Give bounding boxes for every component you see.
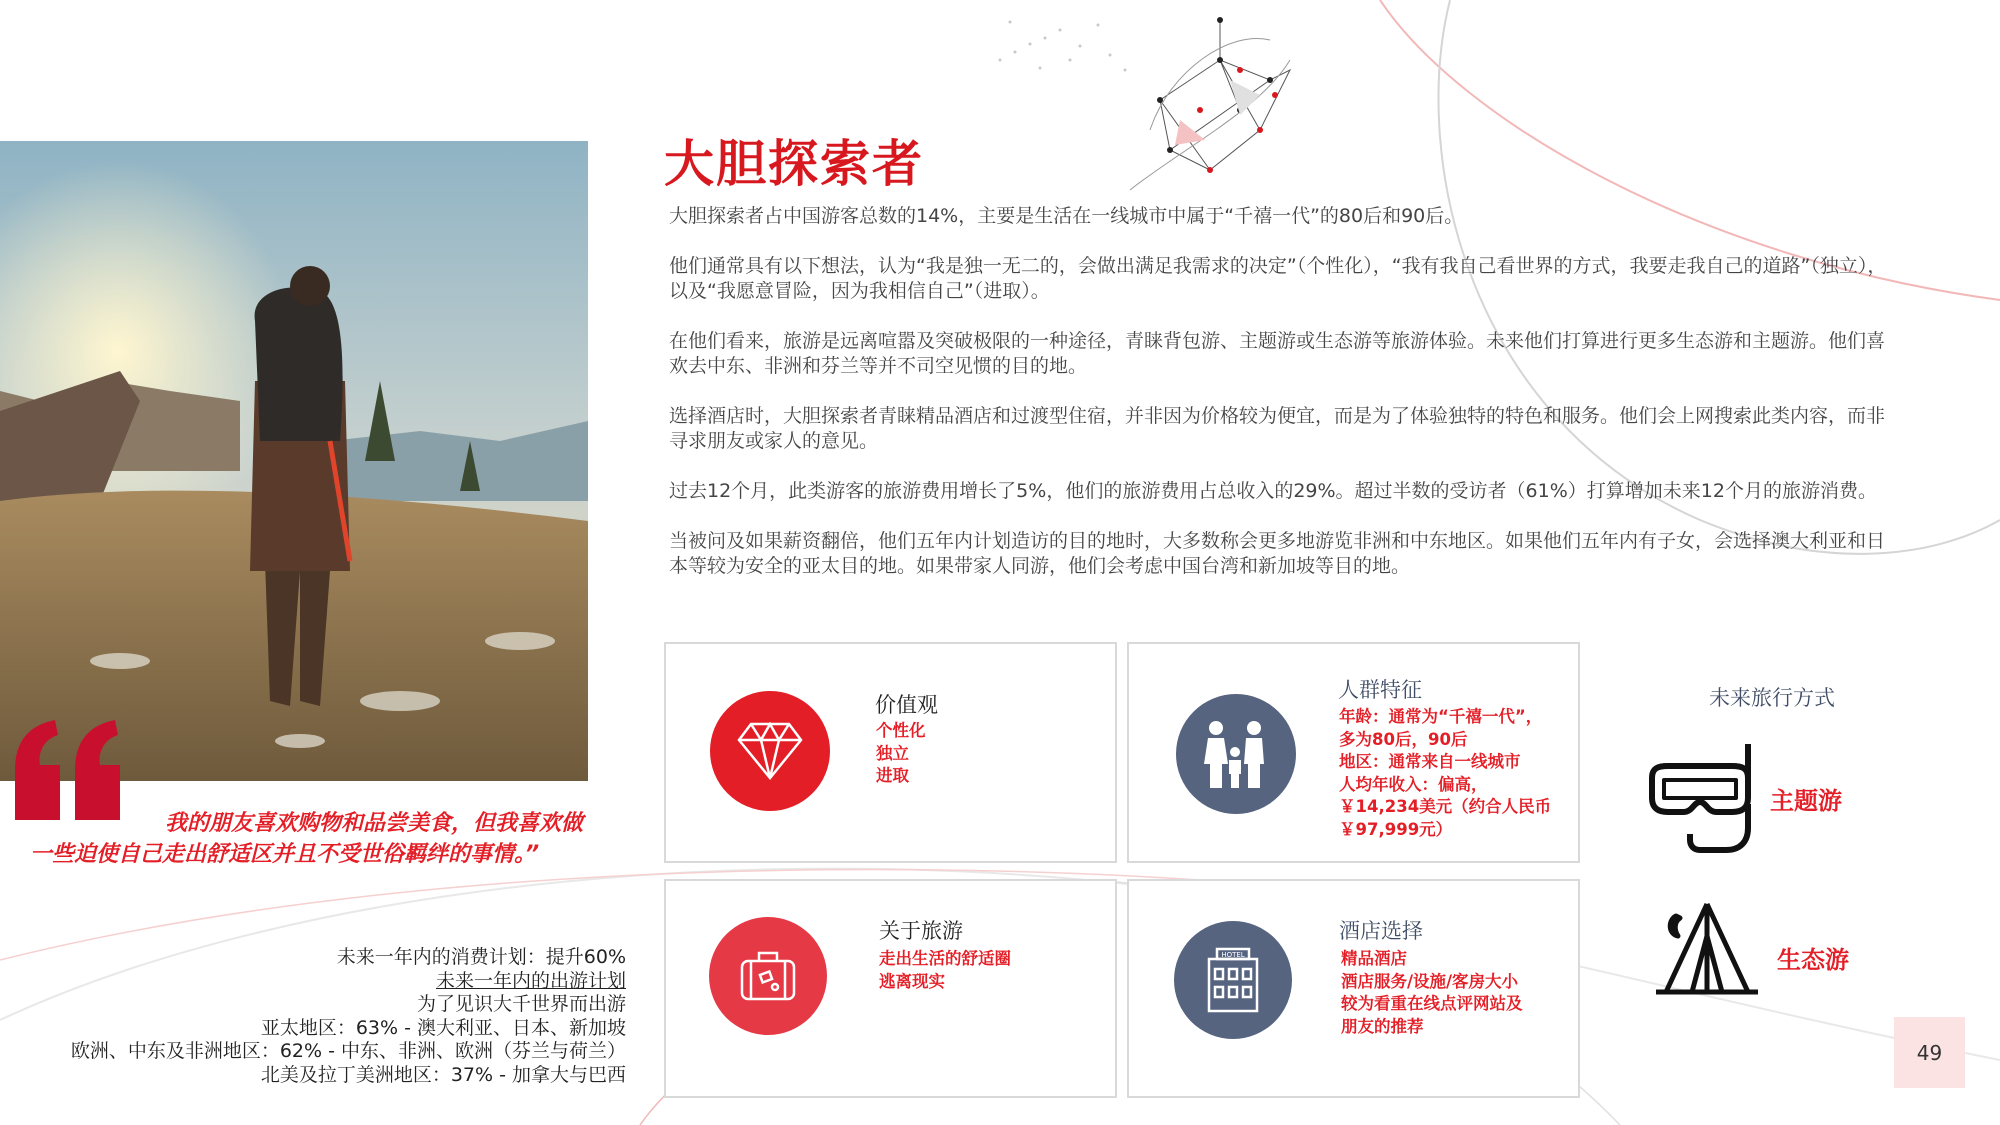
travel-plans-summary — [71, 946, 626, 1087]
hotel-card — [1127, 879, 1580, 1098]
demographics-item: 人均年收入：偏高， — [1339, 774, 1488, 794]
paragraph: 在他们看来，旅游是远离喧嚣及突破极限的一种途径，青睐背包游、主题游或生态游等旅游体验。未来他们打算进行更多生态游和主题游。他们喜欢去中东、非洲和芬兰等并不司空见惯的目的地。 — [669, 330, 1886, 377]
values-card — [664, 642, 1117, 863]
hotel-item: 较为看重在线点评网站及 — [1341, 994, 1523, 1013]
tent-icon — [1652, 896, 1762, 998]
demographics-item: ￥14,234美元（约合人民币 — [1339, 797, 1552, 816]
future-travel-title: 未来旅行方式 — [1709, 686, 1835, 710]
suitcase-icon — [709, 917, 827, 1035]
hotel-item: 精品酒店 — [1341, 949, 1407, 968]
values-item: 个性化 — [876, 721, 926, 740]
travel-item: 逃离现实 — [879, 971, 945, 991]
demographics-title: 人群特征 — [1338, 678, 1422, 702]
hotel-item: 朋友的推荐 — [1341, 1016, 1424, 1036]
quote-text: 我的朋友喜欢购物和品尝美食，但我喜欢做一些迫使自己走出舒适区并且不受世俗羁绊的事情。” — [30, 811, 584, 867]
hotel-item: 酒店服务/设施/客房大小 — [1341, 971, 1519, 991]
travel-list — [879, 948, 1011, 993]
demographics-card — [1127, 642, 1580, 863]
hotel-sign: HOTEL — [1221, 951, 1245, 959]
diamond-icon — [710, 691, 830, 811]
travel-title: 关于旅游 — [879, 919, 963, 943]
demographics-item: 年龄：通常为“千禧一代”， — [1339, 707, 1543, 726]
hotel-title: 酒店选择 — [1339, 919, 1423, 943]
paragraph: 大胆探索者占中国游客总数的14%，主要是生活在一线城市中属于“千禧一代”的80后和90后。 — [669, 205, 1464, 227]
eco-tour-label: 生态游 — [1777, 946, 1849, 974]
plan-emea: 欧洲、中东及非洲地区：62% - 中东、非洲、欧洲（芬兰与荷兰） — [70, 1040, 626, 1062]
hiker-photo — [0, 141, 588, 781]
snorkel-mask-icon — [1644, 738, 1760, 856]
values-item: 进取 — [876, 766, 909, 785]
demographics-item: ￥97,999元） — [1339, 819, 1453, 839]
paragraph: 当被问及如果薪资翻倍，他们五年内计划造访的目的地时，大多数称会更多地游览非洲和中东地区。如果他们五年内有子女，会选择澳大利亚和日本等较为安全的亚太目的地。如果带家人同游，他们会考虑中国台湾和新加坡等目的地。 — [669, 530, 1886, 577]
demographics-item: 地区：通常来自一线城市 — [1339, 752, 1521, 771]
demographics-item: 多为80后，90后 — [1339, 729, 1468, 749]
plan-spending: 未来一年内的消费计划：提升60% — [336, 946, 626, 968]
theme-tour-label: 主题游 — [1770, 787, 1842, 815]
family-icon — [1176, 694, 1296, 814]
plan-americas: 北美及拉丁美洲地区：37% - 加拿大与巴西 — [260, 1063, 626, 1086]
page-title: 大胆探索者 — [664, 135, 924, 193]
demographics-list — [1339, 706, 1551, 841]
travel-item: 走出生活的舒适圈 — [879, 949, 1011, 968]
values-title: 价值观 — [875, 693, 938, 717]
plan-travel-purpose: 为了见识大千世界而出游 — [416, 993, 626, 1015]
values-list — [876, 720, 926, 788]
paragraph: 选择酒店时，大胆探索者青睐精品酒店和过渡型住宿，并非因为价格较为便宜，而是为了体验独特的特色和服务。他们会上网搜索此类内容，而非寻求朋友或家人的意见。 — [669, 405, 1886, 452]
hotel-list — [1341, 948, 1523, 1038]
paragraph: 过去12个月，此类游客的旅游费用增长了5%，他们的旅游费用占总收入的29%。超过半数的受访者（61%）打算增加未来12个月的旅游消费。 — [669, 480, 1877, 502]
hotel-icon — [1174, 921, 1292, 1039]
plan-apac: 亚太地区：63% - 澳大利亚、日本、新加坡 — [260, 1016, 626, 1039]
paragraph: 他们通常具有以下想法，认为“我是独一无二的，会做出满足我需求的决定”（个性化），“我有我自己看世界的方式，我要走我自己的道路”（独立），以及“我愿意冒险，因为我相信自己”（进取）。 — [669, 255, 1887, 302]
description-text — [669, 204, 1901, 604]
values-item: 独立 — [876, 743, 909, 763]
travel-card — [664, 879, 1117, 1098]
page-number: 49 — [1894, 1017, 1965, 1088]
plan-travel-heading: 未来一年内的出游计划 — [435, 969, 626, 992]
